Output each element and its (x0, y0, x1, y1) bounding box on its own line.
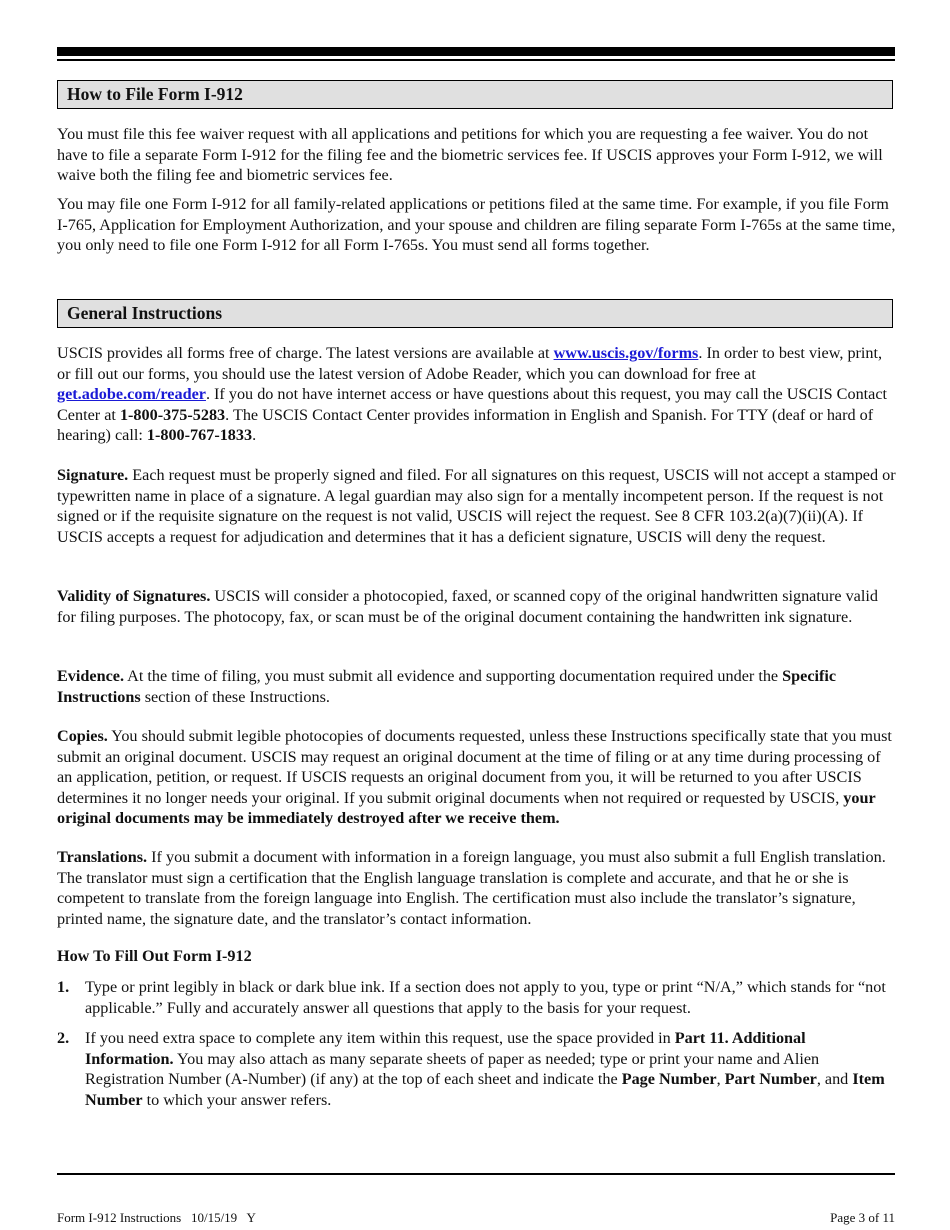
evidence-bold-text: Specific Instructions (57, 667, 837, 706)
evidence-text: section of these Instructions. (140, 687, 330, 706)
evidence-text: At the time of filing, you must submit all evidence and supporting documentation required under the (124, 667, 783, 685)
item-text: If you need extra space to complete any item within this request, use the space provided in (85, 1029, 675, 1047)
intro-text: . (252, 426, 257, 444)
header-thin-rule (57, 59, 895, 61)
how-to-file-paragraph-1: You must file this fee waiver request with all applications and petitions for which you are requesting a fee waiver. You do not have to file a separate Form I-912 for the filing fee and the biometric services fee. If USCIS approves your Form I-912, we will waive both the filing fee and biometric services fee. (57, 125, 883, 184)
copies-label: Copies. (57, 727, 108, 745)
footer-rule (57, 1173, 895, 1175)
copies-text: You should submit legible photocopies of documents requested, unless these Instructions specifically state that you must submit an original document. USCIS may request an original document at the time of filing or at any time during processing of an application, petition, or request. If USCIS requests an original document from you, it will be returned to you after USCIS determines it no longer needs your original. If you submit original documents when not required or requested by USCIS, (57, 727, 892, 807)
item-text: to which your answer refers. (142, 1090, 332, 1109)
signature-text: Each request must be properly signed and filed. For all signatures on this request, USCIS will not accept a stamped or typewritten name in place of a signature. A legal guardian may also sign for a mentally incompetent person. If the request is not signed or if the requisite signature on the request is not valid, USCIS will reject the request. See 8 CFR 103.2(a)(7)(ii)(A). If USCIS accepts a request for adjudication and determines that it has a deficient signature, USCIS will deny the request. (57, 466, 896, 546)
signature-label: Signature. (57, 466, 129, 484)
uscis-forms-link[interactable]: www.uscis.gov/forms (553, 344, 699, 362)
item-bold-text: Item Number (85, 1070, 885, 1109)
fill-out-subheading: How To Fill Out Form I-912 (57, 947, 252, 965)
section-heading-general-instructions: General Instructions (57, 299, 893, 328)
list-item-number: 2. (57, 1029, 70, 1047)
footer-page-number: Page 3 of 11 (830, 1210, 895, 1225)
item-text: , (716, 1070, 725, 1088)
contact-center-phone: 1-800-375-5283 (119, 405, 226, 424)
signature-paragraph (57, 465, 897, 547)
list-item-text (85, 1028, 897, 1110)
item-text: You may also attach as many separate sheets of paper as needed; type or print your name and Alien Registration Number (A-Number) (if any) at the top of each sheet and indicate the (85, 1049, 820, 1088)
intro-text: USCIS provides all forms free of charge. The latest versions are available at (57, 344, 554, 362)
copies-paragraph (57, 726, 897, 829)
item-bold-text: Page Number (621, 1070, 717, 1088)
item-text: , and (816, 1070, 853, 1088)
footer-form-id: Form I-912 Instructions 10/15/19 Y (57, 1210, 256, 1225)
list-item-1 (57, 977, 897, 1018)
evidence-paragraph (57, 666, 897, 707)
translations-label: Translations. (57, 848, 148, 866)
intro-text: . In order to best view, print, or fill out our forms, you should use the latest version of Adobe Reader, which you can download for free at (57, 344, 883, 383)
intro-text: . The USCIS Contact Center provides information in English and Spanish. For TTY (deaf or hard of hearing) call: (57, 405, 874, 444)
list-item-2 (57, 1028, 897, 1110)
validity-text: USCIS will consider a photocopied, faxed, or scanned copy of the original handwritten signature valid for filing purposes. The photocopy, fax, or scan must be of the original document containing the handwritten ink signature. (57, 587, 878, 626)
list-item-text: Type or print legibly in black or dark blue ink. If a section does not apply to you, type or print “N/A,” which stands for “not applicable.” Fully and accurately answer all questions that apply to the basis for your request. (85, 978, 886, 1017)
translations-paragraph (57, 847, 897, 929)
list-item-number: 1. (57, 978, 70, 996)
adobe-reader-link[interactable]: get.adobe.com/reader (57, 385, 206, 403)
tty-phone: 1-800-767-1833 (146, 426, 253, 444)
validity-paragraph (57, 586, 897, 627)
general-intro-paragraph (57, 343, 897, 446)
item-bold-text: Part Number (724, 1070, 817, 1088)
evidence-label: Evidence. (57, 667, 124, 685)
header-thick-rule (57, 47, 895, 56)
item-bold-text: Part 11. Additional Information. (85, 1029, 806, 1068)
validity-label: Validity of Signatures. (57, 587, 211, 605)
intro-text: . If you do not have internet access or have questions about this request, you may call the USCIS Contact Center at (57, 385, 888, 424)
how-to-file-paragraph-2: You may file one Form I-912 for all family-related applications or petitions filed at the same time. For example, if you file Form I-765, Application for Employment Authorization, and your spouse and children are filing separate Form I-765s at the same time, you only need to file one Form I-912 for all Form I-765s. You must send all forms together. (57, 195, 896, 254)
translations-text: If you submit a document with information in a foreign language, you must also submit a full English translation. The translator must sign a certification that the English language translation is complete and accurate, and that he or she is competent to translate from the foreign language into English. The certification must also include the translator’s signature, printed name, the signature date, and the translator’s contact information. (57, 848, 886, 928)
section-heading-how-to-file: How to File Form I-912 (57, 80, 893, 109)
copies-bold-text: your original documents may be immediately destroyed after we receive them. (57, 788, 876, 827)
